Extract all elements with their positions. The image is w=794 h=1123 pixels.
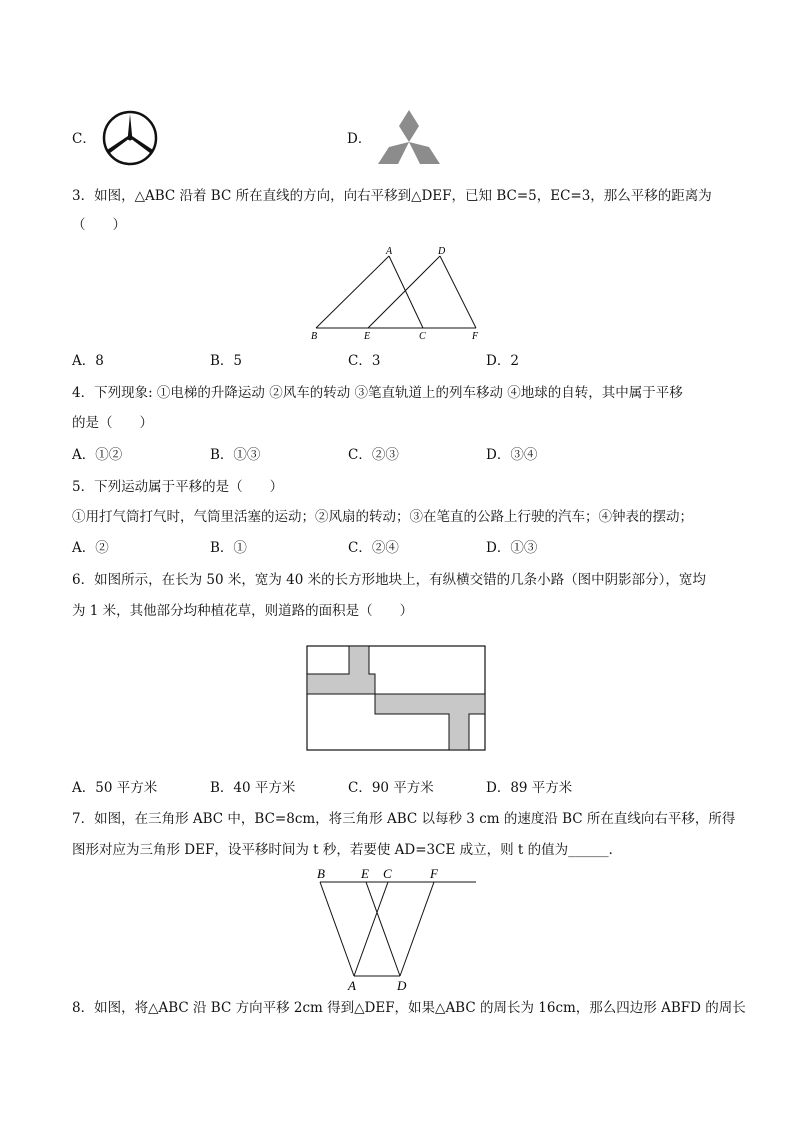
q2-option-c-label: C． [72,131,96,147]
q3-option-a: A．8 [72,353,104,369]
q5-stem-line1: 5．下列运动属于平移的是（ ） [72,479,284,495]
q7-label-a: A [348,978,356,992]
mercedes-logo-icon [100,108,160,168]
q6-garden-paths-figure [305,644,489,754]
q7-label-c: C [383,866,392,881]
q2-option-d-label: D． [347,131,372,147]
q3-option-c: C．3 [348,353,381,369]
q7-label-b: B [317,866,325,881]
q4-option-a: A．①② [72,447,123,463]
q3-label-f: F [472,331,479,342]
q3-label-a: A [386,246,393,257]
q6-option-a: A．50 平方米 [72,780,158,796]
q7-label-f: F [430,866,438,881]
q5-option-a: A．② [72,540,109,556]
q3-stem-line1: 3．如图，△ABC 沿着 BC 所在直线的方向，向右平移到△DEF，已知 BC=5，EC=3，那么平移的距离为 [72,188,712,204]
q3-label-b: B [311,331,318,342]
q3-option-b: B．5 [210,353,243,369]
q6-option-d: D．89 平方米 [486,780,573,796]
q5-option-b: B．① [210,540,247,556]
q5-option-c: C．②④ [348,540,399,556]
q7-label-e: E [361,866,369,881]
q4-option-b: B．①③ [210,447,261,463]
q3-label-c: C [419,331,426,342]
mitsubishi-logo-icon [376,108,442,166]
q3-stem-line2: （ ） [72,217,126,233]
q8-stem-line1: 8．如图，将△ABC 沿 BC 方向平移 2cm 得到△DEF，如果△ABC 的周长为 16cm，那么四边形 ABFD 的周长 [72,1000,746,1016]
q3-label-e: E [364,331,371,342]
q3-option-d: D．2 [486,353,519,369]
q6-option-c: C．90 平方米 [348,780,434,796]
q7-stem-line2: 图形对应为三角形 DEF，设平移时间为 t 秒，若要使 AD=3CE 成立，则 t 的值为______． [72,842,623,858]
q6-option-b: B．40 平方米 [210,780,296,796]
q7-label-d: D [397,978,407,992]
q3-triangle-figure [306,242,490,342]
q6-stem-line1: 6．如图所示，在长为 50 米，宽为 40 米的长方形地块上，有纵横交错的几条小路（图中阴影部分），宽均 [72,572,706,588]
q7-parallelogram-figure [310,864,480,992]
q3-label-d: D [438,246,446,257]
q4-stem-line2: 的是（ ） [72,415,153,431]
q5-option-d: D．①③ [486,540,538,556]
q5-stem-line2: ①用打气筒打气时，气筒里活塞的运动；②风扇的转动；③在笔直的公路上行驶的汽车；④钟表的摆动； [72,509,693,525]
q4-option-c: C．②③ [348,447,399,463]
q4-option-d: D．③④ [486,447,538,463]
q6-stem-line2: 为 1 米，其他部分均种植花草，则道路的面积是（ ） [72,603,414,619]
q4-stem-line1: 4．下列现象: ①电梯的升降运动 ②风车的转动 ③笔直轨道上的列车移动 ④地球的自转，其中属于平移 [72,385,683,401]
q7-stem-line1: 7．如图，在三角形 ABC 中，BC=8cm，将三角形 ABC 以每秒 3 cm 的速度沿 BC 所在直线向右平移，所得 [72,811,736,827]
